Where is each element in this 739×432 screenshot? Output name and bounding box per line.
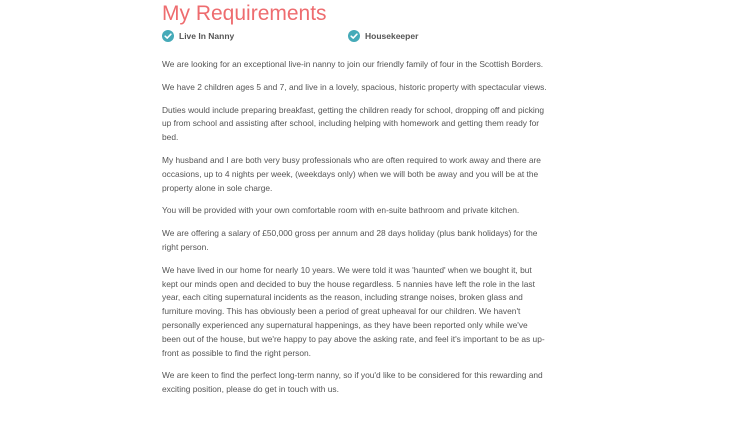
requirement-housekeeper bbox=[348, 30, 418, 42]
paragraph-duties: Duties would include preparing breakfast, getting the children ready for school, dropping off and picking up from school and assisting after school, including helping with homework and getting them ready for bed. bbox=[162, 104, 545, 143]
requirements-section bbox=[162, 0, 547, 406]
paragraph-house-history: We have lived in our home for nearly 10 years. We were told it was 'haunted' when we bought it, but kept our minds open and decided to buy the house regardless. 5 nannies have left the role in the last year, each citing supernatural incidents as the reason, including strange noises, broken glass and furniture moving. This has obviously been a period of great upheaval for our children. We haven't personally experienced any supernatural happenings, as they have been reported only while we've been out of the house, but we're happy to pay above the asking rate, and feel it's important to be as up-front as possible to find the right person. bbox=[162, 264, 545, 358]
requirement-live-in-nanny bbox=[162, 30, 234, 42]
paragraph-children: We have 2 children ages 5 and 7, and live in a lovely, spacious, historic property with spectacular views. bbox=[162, 81, 547, 92]
check-circle-icon bbox=[162, 30, 174, 42]
requirements-list bbox=[162, 30, 547, 50]
paragraph-salary: We are offering a salary of £50,000 gross per annum and 28 days holiday (plus bank holidays) for the right person. bbox=[162, 228, 538, 252]
requirement-label: Live In Nanny bbox=[179, 31, 235, 41]
paragraph-closing: We are keen to find the perfect long-term nanny, so if you'd like to be considered for this rewarding and exciting position, please do get in touch with us. bbox=[162, 370, 543, 395]
paragraph-accommodation: You will be provided with your own comfortable room with en-suite bathroom and private kitchen. bbox=[162, 205, 520, 216]
page-title: My Requirements bbox=[162, 2, 327, 25]
paragraph-sole-charge: My husband and I are both very busy professionals who are often required to work away and there are occasions, up to 4 nights per week, (weekdays only) when we will both be away and you will be at the property alone in sole charge. bbox=[162, 154, 541, 193]
description-body bbox=[162, 58, 547, 397]
requirement-label: Housekeeper bbox=[365, 31, 419, 41]
check-circle-icon bbox=[348, 30, 360, 42]
paragraph-intro: We are looking for an exceptional live-in nanny to join our friendly family of four in the Scottish Borders. bbox=[162, 59, 544, 69]
